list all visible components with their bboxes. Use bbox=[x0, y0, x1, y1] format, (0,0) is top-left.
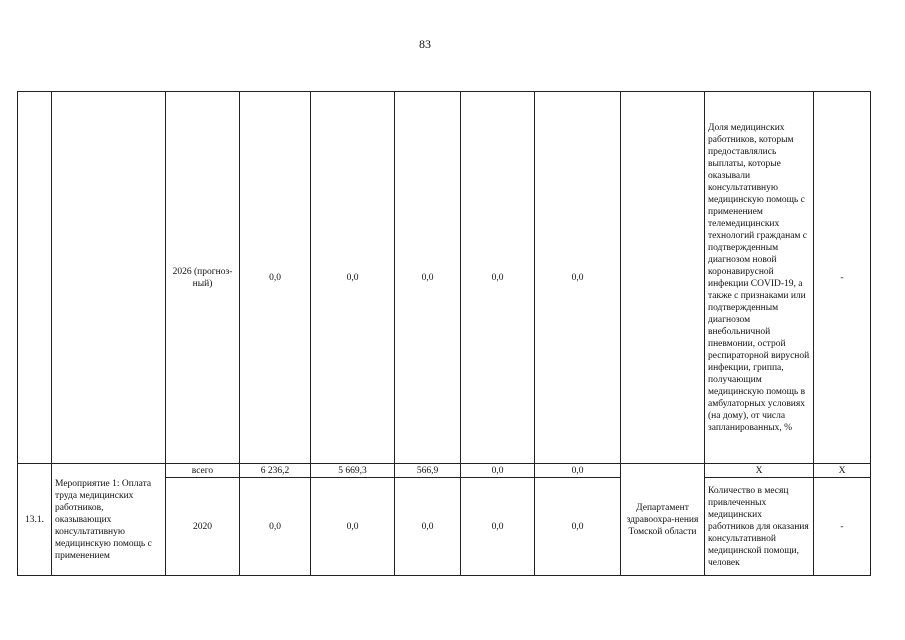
value-cell: 0,0 bbox=[461, 478, 535, 576]
value-cell: 0,0 bbox=[240, 92, 311, 464]
value-cell: 6 236,2 bbox=[240, 464, 311, 478]
value-cell: 0,0 bbox=[311, 478, 395, 576]
event-number-cell: 13.1. bbox=[18, 464, 52, 576]
value-cell: 566,9 bbox=[395, 464, 461, 478]
table-row-2026 bbox=[18, 92, 871, 464]
table-row-total bbox=[18, 464, 871, 478]
value-cell: 0,0 bbox=[395, 478, 461, 576]
value-cell: 5 669,3 bbox=[311, 464, 395, 478]
value-cell: 0,0 bbox=[535, 464, 621, 478]
number-cell bbox=[18, 92, 52, 464]
value-cell: 0,0 bbox=[535, 92, 621, 464]
indicator-cell: X bbox=[705, 464, 814, 478]
executor-cell bbox=[621, 92, 705, 464]
event-name-cell bbox=[52, 92, 166, 464]
value-cell: 0,0 bbox=[240, 478, 311, 576]
year-cell: 2026 (прогноз-ный) bbox=[166, 92, 240, 464]
value-cell: 0,0 bbox=[461, 92, 535, 464]
value-cell: 0,0 bbox=[311, 92, 395, 464]
indicator-cell: Доля медицинских работников, которым предоставлялись выплаты, которые оказывали консультативную медицинскую помощь с применением телемедицинских технологий гражданам с подтвержденным диагнозом новой коронавирусной инфекции COVID-19, а также с признаками или подтвержденным диагнозом внебольничной пневмонии, острой респираторной вирусной инфекции, гриппа, получающим медицинскую помощь в амбулаторных условиях (на дому), от числа запланированных, % bbox=[705, 92, 814, 464]
value-cell: 0,0 bbox=[461, 464, 535, 478]
executor-cell: Департамент здравоохра-нения Томской области bbox=[621, 464, 705, 576]
target-value-cell: - bbox=[814, 478, 871, 576]
target-value-cell: - bbox=[814, 92, 871, 464]
value-cell: 0,0 bbox=[395, 92, 461, 464]
target-value-cell: X bbox=[814, 464, 871, 478]
event-name-cell: Мероприятие 1: Оплата труда медицинских работников, оказывающих консультативную медицинскую помощь с применением bbox=[52, 464, 166, 576]
value-cell: 0,0 bbox=[535, 478, 621, 576]
indicator-cell: Количество в месяц привлеченных медицинских работников для оказания консультативной медицинской помощи, человек bbox=[705, 478, 814, 576]
year-cell: 2020 bbox=[166, 478, 240, 576]
page-number: 83 bbox=[419, 37, 431, 51]
total-label-cell: всего bbox=[166, 464, 240, 478]
program-table bbox=[17, 91, 871, 576]
